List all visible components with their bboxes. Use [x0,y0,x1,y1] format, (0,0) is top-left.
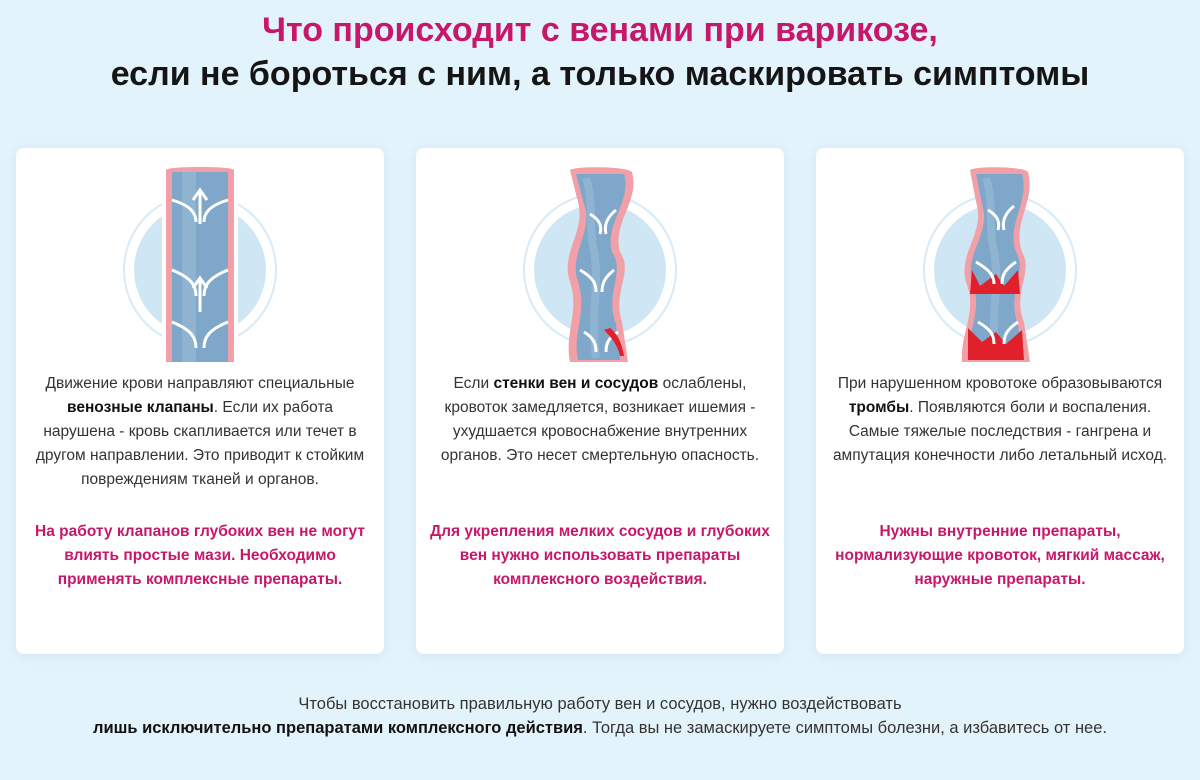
weakened-vein-illustration [500,162,700,372]
card-body-text: Если стенки вен и сосудов ослаблены, кровоток замедляется, возникает ишемия - ухудшается кровоснабжение внутренних органов. Это несет смертельную опасность. [440,375,760,464]
clotted-vein-illustration [900,162,1100,372]
healthy-vein-illustration [100,162,300,372]
card-venous-valves [16,148,384,654]
title-line-2: если не бороться с ним, а только маскировать симптомы [110,55,1090,93]
card-vessel-walls [416,148,784,654]
card-blood-clots [816,148,1184,654]
page-title [0,8,1200,96]
footer-text: Чтобы восстановить правильную работу вен и сосудов, нужно воздействовать лишь исключительно препаратами комплексного действия. Тогда вы не замаскируете симптомы болезни, а избавитесь от нее. [92,695,1107,737]
title-line-1: Что происходит с венами при варикозе, [262,11,938,49]
card-body-text: Движение крови направляют специальные венозные клапаны. Если их работа нарушена - кровь скапливается или течет в другом направлении. Это приводит к стойким повреждениям тканей и органов. [35,375,365,488]
card-body-text: При нарушенном кровотоке образовываются тромбы. Появляются боли и воспаления. Самые тяжелые последствия - гангрена и ампутация конечности либо летальный исход. [832,375,1168,464]
card-accent-text: Для укрепления мелких сосудов и глубоких вен нужно использовать препараты комплексного воздействия. [430,523,770,588]
card-accent-text: Нужны внутренние препараты, нормализующие кровоток, мягкий массаж, наружные препараты. [835,523,1165,588]
card-accent-text: На работу клапанов глубоких вен не могут влиять простые мази. Необходимо применять комплексные препараты. [35,523,365,588]
